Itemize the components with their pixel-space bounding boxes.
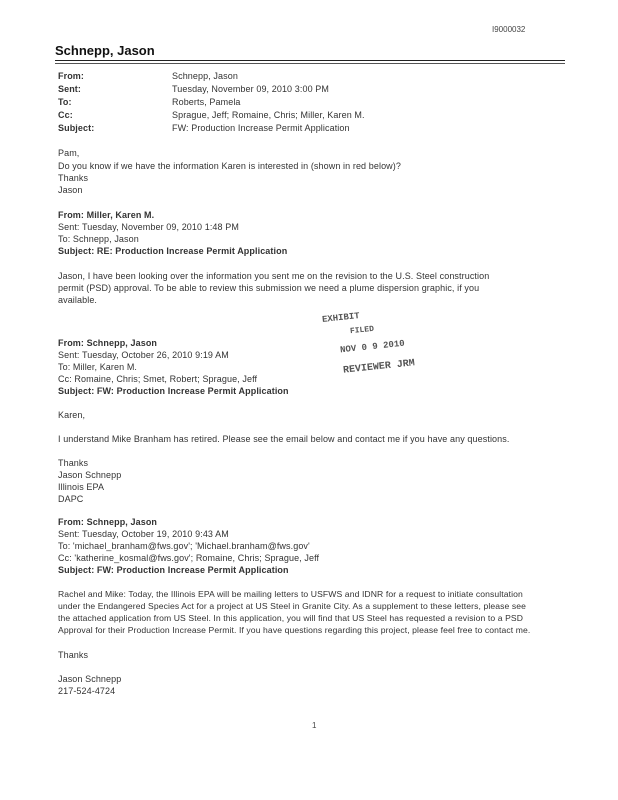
fwd-sent: Sent: Tuesday, November 09, 2010 1:48 PM [58,222,239,232]
sent-value: Tuesday, November 09, 2010 3:00 PM [172,84,329,94]
greeting: Pam, [58,148,80,158]
cc-value: Sprague, Jeff; Romaine, Chris; Miller, Karen M. [172,110,365,120]
signature-name: Jason Schnepp [58,470,122,480]
stamp-reviewer: REVIEWER JRM [342,358,416,377]
stamp-line: EXHIBIT [321,311,361,325]
to-label: To: [58,97,72,107]
fwd-sent: Sent: Tuesday, October 26, 2010 9:19 AM [58,350,229,360]
body-line: Rachel and Mike: Today, the Illinois EPA will be mailing letters to USFWS and IDNR for a request to initiate consultation [58,589,523,599]
document-number: I9000032 [492,25,526,34]
signature-org: Illinois EPA [58,482,105,492]
fwd-from: From: Schnepp, Jason [58,338,158,348]
body-line: I understand Mike Branham has retired. Please see the email below and contact me if you have any questions. [58,434,510,444]
fwd-sent: Sent: Tuesday, October 19, 2010 9:43 AM [58,529,229,539]
header-rule-secondary [55,63,565,64]
mailbox-owner-name: Schnepp, Jason [55,43,155,58]
cc-label: Cc: [58,110,73,120]
fwd-cc: Cc: 'katherine_kosmal@fws.gov'; Romaine, Chris; Sprague, Jeff [58,553,320,563]
body-line: Jason, I have been looking over the information you sent me on the revision to the U.S. Steel construction [58,271,490,281]
body-line: available. [58,295,98,305]
fwd-cc: Cc: Romaine, Chris; Smet, Robert; Sprague, Jeff [58,374,258,384]
to-value: Roberts, Pamela [172,97,241,107]
signature-unit: DAPC [58,494,84,504]
fwd-from: From: Schnepp, Jason [58,517,158,527]
body-line: Do you know if we have the information Karen is interested in (shown in red below)? [58,161,401,171]
fwd-subject: Subject: FW: Production Increase Permit Application [58,565,289,575]
body-line: permit (PSD) approval. To be able to review this submission we need a plume dispersion graphic, if you [58,283,480,293]
subject-value: FW: Production Increase Permit Application [172,123,350,133]
fwd-from: From: Miller, Karen M. [58,210,155,220]
signature-phone: 217-524-4724 [58,686,116,696]
stamp-date: NOV 0 9 2010 [339,338,406,356]
fwd-subject: Subject: RE: Production Increase Permit Application [58,246,288,256]
body-line: under the Endangered Species Act for a project at US Steel in Granite City. As a supplement to these letters, please see [58,601,527,611]
thanks: Thanks [58,650,89,660]
thanks: Thanks [58,173,89,183]
page-number: 1 [312,721,317,730]
fwd-to: To: Miller, Karen M. [58,362,138,372]
body-line: Approval for their Production Increase Permit. If you have questions regarding this project, please feel free to contact me. [58,625,531,635]
fwd-subject: Subject: FW: Production Increase Permit Application [58,386,289,396]
thanks: Thanks [58,458,89,468]
subject-label: Subject: [58,123,95,133]
greeting: Karen, [58,410,86,420]
signature-name: Jason Schnepp [58,674,122,684]
stamp-line: FILED [349,324,375,337]
signature: Jason [58,185,83,195]
body-line: the attached application from US Steel. In this application, you will find that US Steel has requested a revision to a PSD [58,613,524,623]
sent-label: Sent: [58,84,81,94]
fwd-to: To: Schnepp, Jason [58,234,139,244]
header-rule [55,60,565,61]
fwd-to: To: 'michael_branham@fws.gov'; 'Michael.branham@fws.gov' [58,541,310,551]
from-label: From: [58,71,84,81]
from-value: Schnepp, Jason [172,71,238,81]
